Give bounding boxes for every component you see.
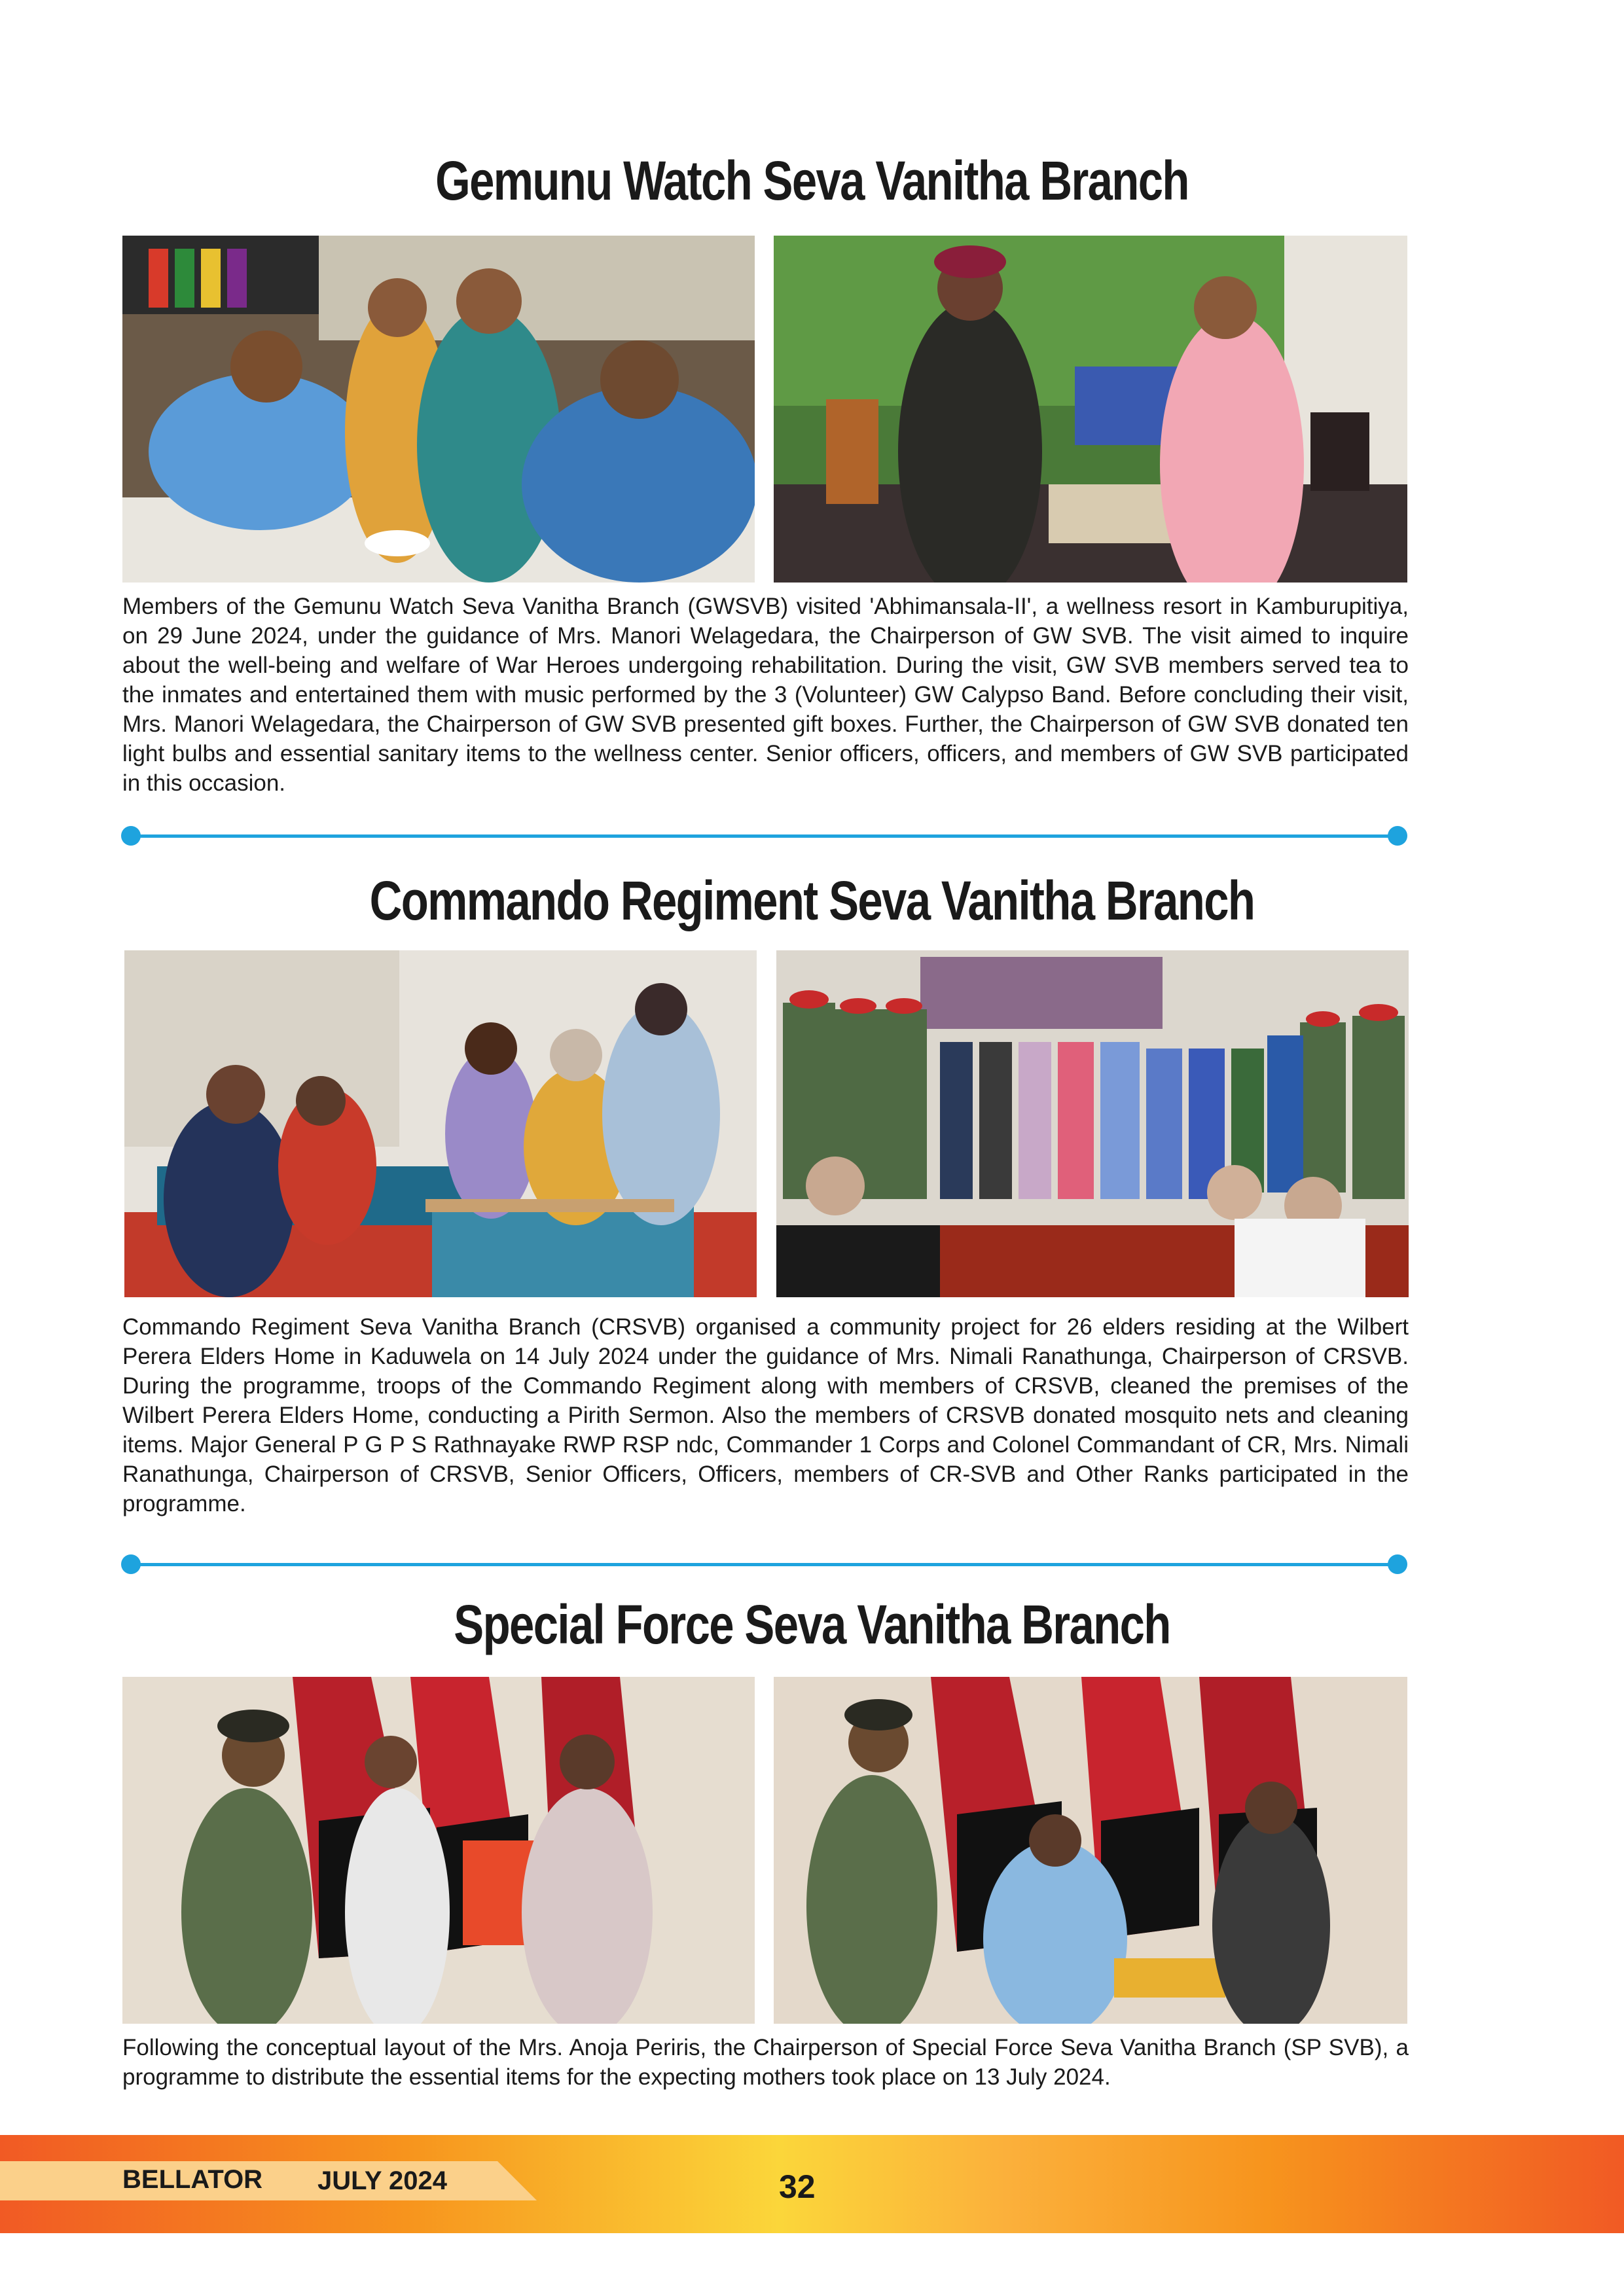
photo-cr-group bbox=[776, 950, 1409, 1297]
footer-issue-date: JULY 2024 bbox=[317, 2166, 447, 2195]
caption-commando-regiment: Commando Regiment Seva Vanitha Branch (CRSVB) organised a community project for 26 elders residing at the Wilbert Perera Elders Home in Kaduwela on 14 July 2024 under the guidance of Mrs. Nimali Ranathunga, Chairperson of CRSVB. During the programme, troops of the Commando Regiment along with members of CRSVB, cleaned the premises of the Wilbert Perera Elders Home, conducting a Pirith Sermon. Also the members of CRSVB donated mosquito nets and cleaning items. Major General P G P S Rathnayake RWP RSP ndc, Commander 1 Corps and Colonel Commandant of CR, Mrs. Nimali Ranathunga, Chairperson of CRSVB, Senior Officers, Officers, members of CR-SVB and Other Ranks participated in the programme. bbox=[122, 1314, 1409, 1516]
section-divider bbox=[131, 1563, 1398, 1566]
photo-gw-gift-presentation bbox=[774, 236, 1407, 583]
page-number: 32 bbox=[779, 2168, 816, 2205]
section-title-gemunu-watch: Gemunu Watch Seva Vanitha Branch bbox=[435, 150, 1189, 211]
divider-dot-left bbox=[121, 1554, 141, 1574]
photo-gw-tea-gathering bbox=[122, 236, 755, 583]
divider-dot-left bbox=[121, 826, 141, 846]
photo-sf-donation-1 bbox=[122, 1677, 755, 2024]
photo-cr-elders-care bbox=[124, 950, 757, 1297]
section-title-special-force: Special Force Seva Vanitha Branch bbox=[454, 1594, 1170, 1655]
footer-tab bbox=[0, 2161, 537, 2200]
photo-sf-donation-2 bbox=[774, 1677, 1407, 2024]
section-title-commando-regiment: Commando Regiment Seva Vanitha Branch bbox=[369, 870, 1255, 931]
caption-gemunu-watch: Members of the Gemunu Watch Seva Vanitha Branch (GWSVB) visited 'Abhimansala-II', a wellness resort in Kamburupitiya, on 29 June 2024, under the guidance of Mrs. Manori Welagedara, the Chairperson of GW SVB. The visit aimed to inquire about the well-being and welfare of War Heroes undergoing rehabilitation. During the visit, GW SVB members served tea to the inmates and entertained them with music performed by the 3 (Volunteer) GW Calypso Band. Before concluding their visit, Mrs. Manori Welagedara, the Chairperson of GW SVB presented gift boxes. Further, the Chairperson of GW SVB donated ten light bulbs and essential sanitary items to the wellness center. Senior officers, officers, and members of GW SVB participated in this occasion. bbox=[122, 594, 1409, 796]
caption-special-force: Following the conceptual layout of the Mrs. Anoja Periris, the Chairperson of Special Force Seva Vanitha Branch (SP SVB), a programme to distribute the essential items for the expecting mothers took place on 13 July 2024. bbox=[122, 2035, 1409, 2090]
divider-dot-right bbox=[1388, 1554, 1407, 1574]
section-divider bbox=[131, 834, 1398, 838]
divider-dot-right bbox=[1388, 826, 1407, 846]
footer-publication-name: BELLATOR bbox=[122, 2165, 263, 2194]
